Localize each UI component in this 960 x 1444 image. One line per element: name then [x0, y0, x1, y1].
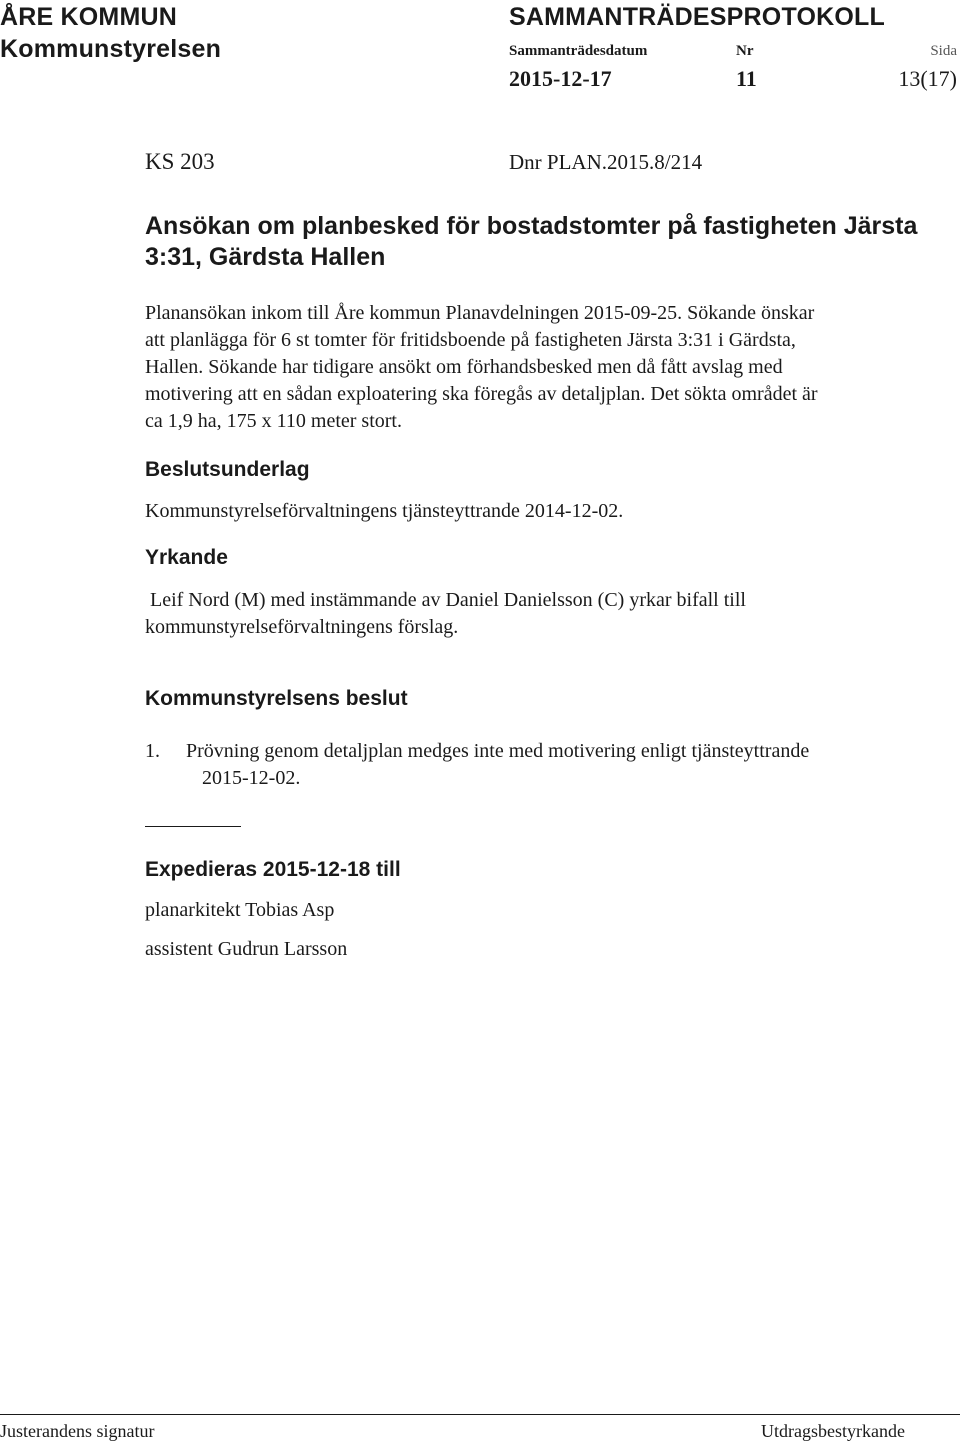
case-dnr: Dnr PLAN.2015.8/214: [509, 150, 703, 174]
section-divider: [145, 826, 241, 827]
footer-signature-label: Justerandens signatur: [0, 1421, 155, 1441]
footer-rule: [0, 1414, 960, 1415]
document-type: SAMMANTRÄDESPROTOKOLL: [509, 3, 885, 31]
expedieras-heading: Expedieras 2015-12-18 till: [145, 858, 401, 881]
intro-line-2: att planlägga för 6 st tomter för fritidsboende på fastigheten Järsta 3:31 i Gärdsta,: [145, 329, 796, 351]
number-label: Nr: [736, 43, 754, 59]
committee-name: Kommunstyrelsen: [0, 35, 222, 63]
recipient-2: assistent Gudrun Larsson: [145, 938, 348, 960]
footer-certification-label: Utdragsbestyrkande: [761, 1421, 905, 1441]
intro-line-3: Hallen. Sökande har tidigare ansökt om förhandsbesked men då fått avslag med: [145, 356, 783, 378]
meeting-date-label: Sammanträdesdatum: [509, 43, 648, 59]
intro-line-4: motivering att en sådan exploatering ska föregås av detaljplan. Det sökta området är: [145, 383, 818, 405]
intro-line-5: ca 1,9 ha, 175 x 110 meter stort.: [145, 410, 402, 432]
number-value: 11: [736, 66, 757, 91]
municipality-name: ÅRE KOMMUN: [0, 3, 177, 31]
beslutsunderlag-heading: Beslutsunderlag: [145, 458, 310, 481]
item-title: Ansökan om planbesked för bostadstomter på fastigheten Järsta 3:31, Gärdsta Hallen: [145, 212, 918, 271]
yrkande-line-2: kommunstyrelseförvaltningens förslag.: [145, 616, 459, 638]
meeting-date-value: 2015-12-17: [509, 66, 612, 91]
yrkande-heading: Yrkande: [145, 546, 228, 569]
recipient-1: planarkitekt Tobias Asp: [145, 899, 335, 921]
beslut-item-line-2: 2015-12-02.: [202, 767, 301, 789]
beslut-heading: Kommunstyrelsens beslut: [145, 687, 408, 710]
beslutsunderlag-text: Kommunstyrelseförvaltningens tjänsteyttrande 2014-12-02.: [145, 500, 624, 522]
page-label: Sida: [930, 43, 957, 59]
beslut-item-line-1: Prövning genom detaljplan medges inte med motivering enligt tjänsteyttrande: [186, 740, 810, 762]
intro-line-1: Planansökan inkom till Åre kommun Planavdelningen 2015-09-25. Sökande önskar: [145, 302, 815, 324]
case-number: KS 203: [145, 149, 215, 174]
page-value: 13(17): [898, 66, 957, 91]
yrkande-line-1: Leif Nord (M) med instämmande av Daniel Danielsson (C) yrkar bifall till: [150, 589, 746, 611]
beslut-item-number: 1.: [145, 740, 160, 762]
